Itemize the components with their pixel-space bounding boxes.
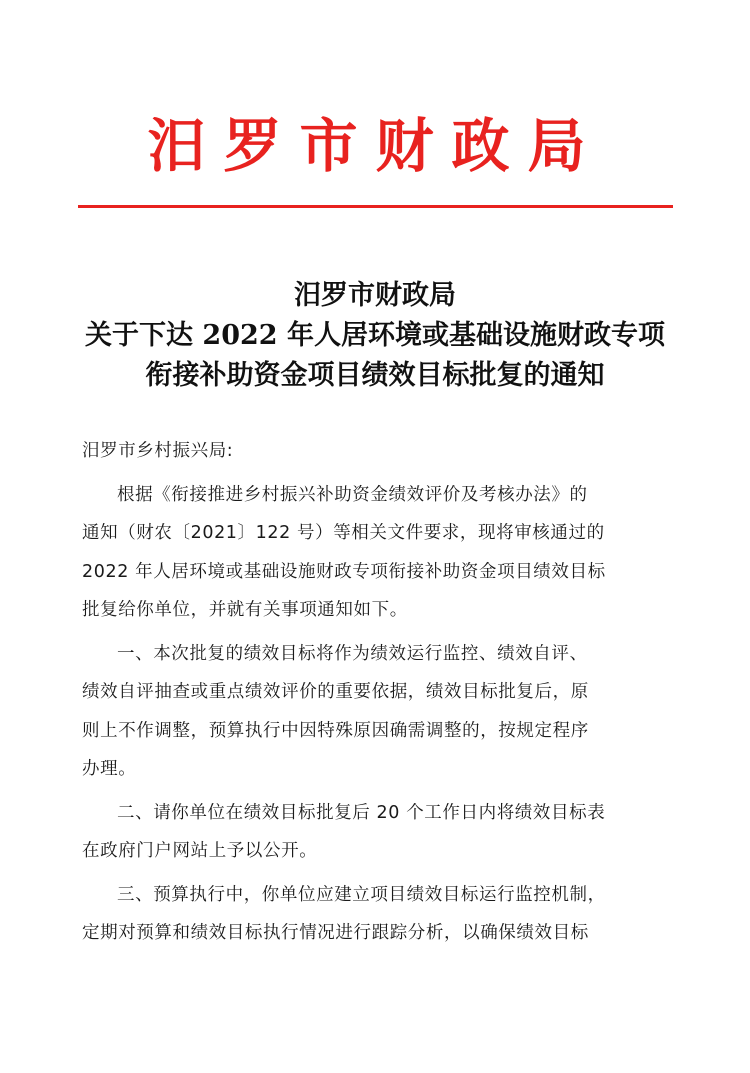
paragraph-line: 定期对预算和绩效目标执行情况进行跟踪分析，以确保绩效目标: [82, 923, 589, 943]
paragraph-3: [82, 794, 677, 871]
paragraph-line: 二、请你单位在绩效目标批复后 20 个工作日内将绩效目标表: [117, 802, 606, 823]
paragraph-line: 办理。: [82, 759, 137, 779]
title-line-1: 汨罗市财政局: [294, 280, 456, 311]
paragraph-line: 批复给你单位，并就有关事项通知如下。: [82, 600, 408, 620]
paragraph-line: 通知（财农〔2021〕122 号）等相关文件要求，现将审核通过的: [82, 523, 605, 543]
paragraph-line: 根据《衔接推进乡村振兴补助资金绩效评价及考核办法》的: [117, 484, 588, 505]
paragraph-line: 三、预算执行中，你单位应建立项目绩效目标运行监控机制，: [117, 884, 606, 905]
paragraph-4: [82, 876, 677, 953]
paragraph-line: 则上不作调整，预算执行中因特殊原因确需调整的，按规定程序: [82, 720, 589, 741]
paragraph-1: [82, 476, 677, 630]
paragraph-line: 一、本次批复的绩效目标将作为绩效运行监控、绩效自评、: [117, 643, 588, 664]
paragraph-line: 绩效自评抽查或重点绩效评价的重要依据，绩效目标批复后，原: [82, 682, 589, 702]
title-line-2: 关于下达 2022 年人居环境或基础设施财政专项: [85, 320, 665, 351]
document-body: [82, 432, 677, 953]
paragraph-2: [82, 635, 677, 789]
masthead-title: 汨罗市财政局: [147, 112, 604, 180]
red-divider-rule: [78, 205, 673, 208]
document-title: [60, 276, 690, 396]
title-line-3: 衔接补助资金项目绩效目标批复的通知: [145, 360, 605, 391]
salutation: 汨罗市乡村振兴局:: [82, 441, 234, 461]
paragraph-line: 2022 年人居环境或基础设施财政专项衔接补助资金项目绩效目标: [82, 561, 606, 582]
paragraph-line: 在政府门户网站上予以公开。: [82, 841, 318, 861]
